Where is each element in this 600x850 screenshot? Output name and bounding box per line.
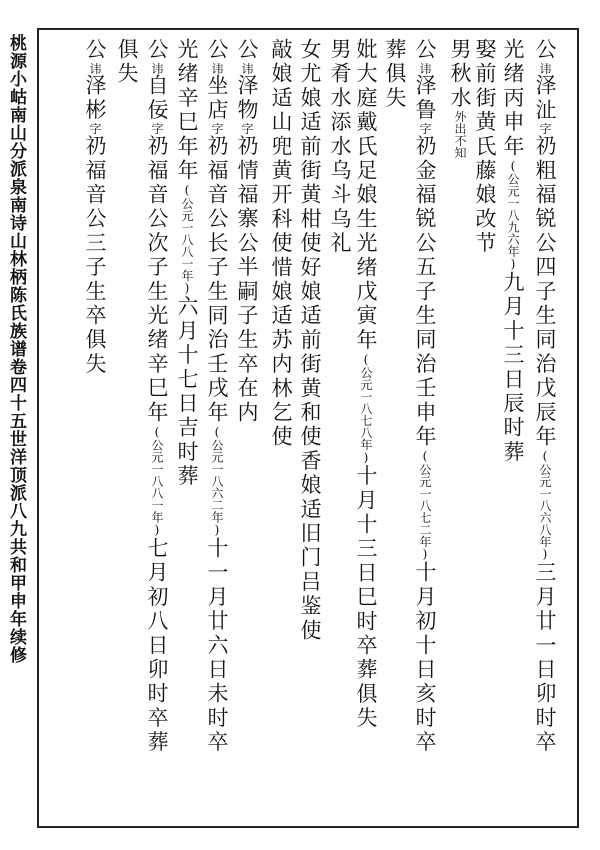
entry-zelu-line1 bbox=[414, 38, 435, 755]
honorific: 公 bbox=[413, 38, 437, 63]
son-name: 秋水 bbox=[448, 62, 472, 111]
style-name: 礽 bbox=[83, 134, 107, 159]
daughter-text: 香娘适旧门吕鉴使 bbox=[298, 449, 322, 644]
name-marker: 讳 bbox=[240, 62, 254, 75]
given-name: 泽沚 bbox=[533, 74, 557, 123]
given-name: 泽物 bbox=[235, 74, 259, 123]
year-note: (公元一八八一年) bbox=[150, 425, 164, 538]
name-marker: 讳 bbox=[150, 62, 164, 75]
style-name: 礽 bbox=[145, 134, 169, 159]
honorific: 公 bbox=[145, 38, 169, 63]
entry-zezhi-line2 bbox=[502, 38, 523, 465]
birth-text: 福音公三子生卒俱失 bbox=[83, 158, 107, 377]
entry-zebin bbox=[80, 38, 110, 377]
generation: 十五世 bbox=[6, 394, 26, 448]
sons-label: 男 bbox=[328, 38, 352, 63]
entry-zelu-daughters bbox=[295, 38, 325, 643]
death-text: 十月初十日亥时卒 bbox=[413, 561, 437, 755]
daughter-text: 好娘适前街黄和使 bbox=[298, 255, 322, 450]
style-marker: 字 bbox=[210, 122, 224, 135]
entry-zuodian-line1 bbox=[206, 38, 227, 755]
entry-zining-line1 bbox=[146, 38, 167, 755]
year-note: (公元一八九六年) bbox=[506, 159, 520, 271]
burial-year: 光绪丙申年 bbox=[501, 38, 525, 159]
daughters-label: 女 bbox=[298, 38, 322, 63]
given-name: 泽鲁 bbox=[413, 74, 437, 123]
entry-zewu bbox=[236, 38, 257, 425]
year-note: (公元一八六二年) bbox=[210, 425, 224, 538]
spouse-text: 妣大庭戴氏足娘生光绪戊寅年 bbox=[354, 38, 378, 353]
daughter-text: 敲娘适山兜黄开科使 bbox=[269, 38, 293, 256]
burial-text: 俱失 bbox=[115, 38, 139, 87]
death-text: 七月初八日卯时卒葬 bbox=[145, 537, 169, 755]
entry-zelu-spouse bbox=[355, 38, 376, 731]
death-text: 三月廿一日卯时卒 bbox=[533, 561, 557, 755]
burial-text: 六月十七日吉时葬 bbox=[175, 295, 199, 489]
year-note: (公元一八八一年) bbox=[180, 183, 194, 296]
daughter-text: 惜娘适苏内林乞使 bbox=[269, 255, 293, 450]
honorific: 公 bbox=[205, 38, 229, 63]
spouse-text: 娶前街黄氏藤娘改节 bbox=[473, 38, 497, 256]
burial-year: 光绪辛巳年年 bbox=[175, 38, 199, 184]
style-name: 礽金 bbox=[413, 134, 437, 184]
honorific: 公 bbox=[235, 38, 259, 63]
birth-text: 福寨公半嗣子生卒在内 bbox=[235, 183, 259, 426]
year-note: (公元一八七八年) bbox=[359, 352, 373, 465]
son-note: 外出不知 bbox=[453, 110, 467, 159]
birth-text: 福音公长子生同治壬戌年 bbox=[205, 158, 229, 426]
name-marker: 讳 bbox=[538, 62, 552, 75]
name-marker: 讳 bbox=[418, 62, 432, 75]
son-name: 乌斗 bbox=[328, 159, 352, 208]
entry-zezhi-line1 bbox=[534, 38, 555, 755]
name-marker: 讳 bbox=[210, 62, 224, 75]
edition: 共和甲申年续修 bbox=[6, 538, 26, 664]
given-name: 自佞 bbox=[145, 74, 169, 123]
year-note: (公元一八七二年) bbox=[418, 449, 432, 562]
honorific: 公 bbox=[533, 38, 557, 63]
burial-text: 葬俱失 bbox=[383, 38, 407, 111]
entry-zelu-daughters-2 bbox=[266, 38, 296, 449]
page-number: 八九 bbox=[6, 502, 26, 538]
entry-zelu-sons bbox=[325, 38, 355, 256]
birth-text: 福音公次子生光绪辛巳年 bbox=[145, 158, 169, 426]
spine-text bbox=[6, 34, 26, 664]
son-name: 肴水 bbox=[328, 62, 352, 111]
branch: 洋顶派 bbox=[6, 448, 26, 502]
given-name: 泽彬 bbox=[83, 74, 107, 123]
style-marker: 字 bbox=[88, 122, 102, 135]
style-marker: 字 bbox=[150, 122, 164, 135]
year-note: (公元一八六八年) bbox=[538, 449, 552, 562]
spouse-death-text: 十月十三日巳时卒葬俱失 bbox=[354, 464, 378, 731]
volume: 卷四 bbox=[6, 358, 26, 394]
entry-zuodian-line2 bbox=[176, 38, 197, 489]
son-name: 添水 bbox=[328, 110, 352, 160]
style-name: 礽 bbox=[205, 134, 229, 159]
son-name: 乌礼 bbox=[328, 207, 352, 256]
style-name: 礽情 bbox=[235, 134, 259, 184]
entry-zezhi-sons bbox=[445, 38, 475, 159]
daughter-text: 尤娘适前街黄柑使 bbox=[298, 62, 322, 256]
style-marker: 字 bbox=[538, 122, 552, 135]
birth-text: 福锐公五子生同治壬申年 bbox=[413, 183, 437, 450]
entry-zelu-line2 bbox=[384, 38, 405, 111]
entry-zezhi-line3 bbox=[474, 38, 495, 256]
birth-text: 福锐公四子生同治戊辰年 bbox=[533, 183, 557, 450]
name-marker: 讳 bbox=[88, 62, 102, 75]
style-name: 礽粗 bbox=[533, 134, 557, 184]
burial-text: 九月十三日辰时葬 bbox=[501, 271, 525, 465]
honorific: 公 bbox=[83, 38, 107, 63]
style-marker: 字 bbox=[240, 122, 254, 135]
entry-zining-line2 bbox=[116, 38, 137, 86]
book-title: 桃源小岵南山分派泉南诗山林柄陈氏族谱 bbox=[6, 34, 26, 358]
sons-label: 男 bbox=[448, 38, 472, 63]
style-marker: 字 bbox=[418, 122, 432, 135]
death-text: 十一月廿六日未时卒 bbox=[205, 537, 229, 755]
given-name: 坐店 bbox=[205, 74, 229, 123]
